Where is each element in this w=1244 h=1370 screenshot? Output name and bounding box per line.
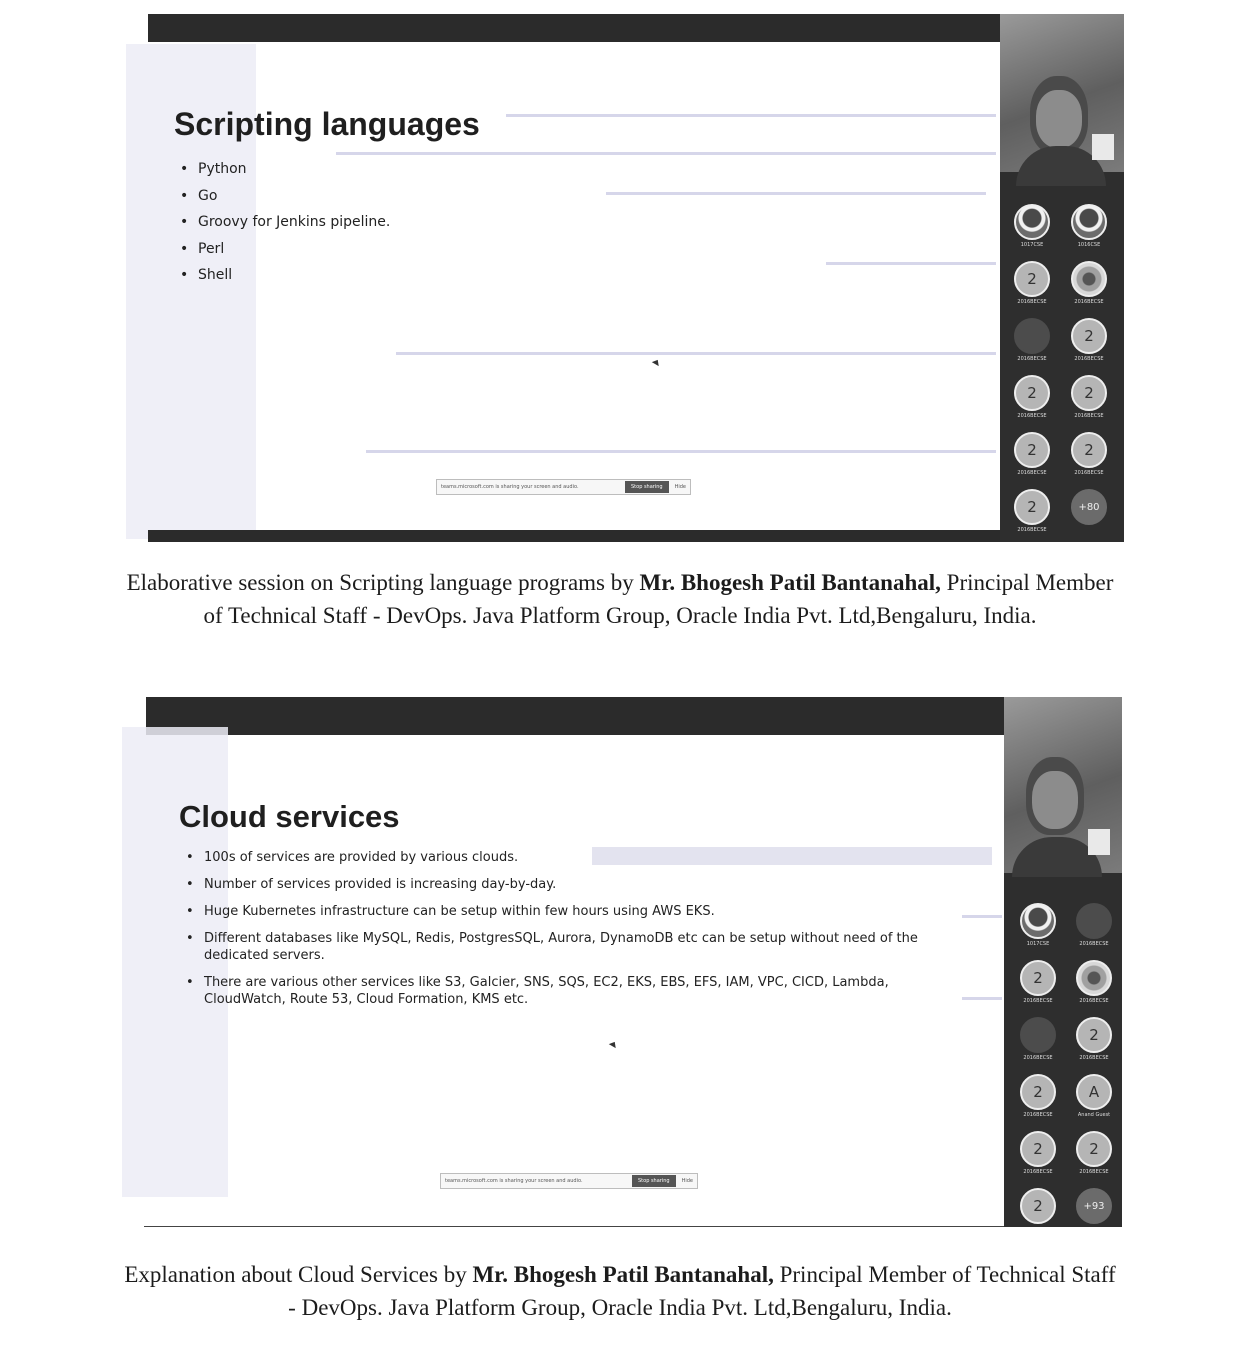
participant-name: 2016BECSE xyxy=(1074,470,1104,476)
participant-tile[interactable] xyxy=(1004,373,1060,429)
avatar: 2 xyxy=(1071,432,1107,468)
caption-text: Principal Member of Technical Staff - DevOps. Java Platform Group, Oracle India Pvt. Ltd,Bengaluru, India. xyxy=(203,570,1114,628)
more-participants-button[interactable] xyxy=(1066,1186,1122,1227)
participant-tile[interactable] xyxy=(1066,1072,1122,1128)
mouse-cursor-icon xyxy=(609,1040,618,1048)
sharing-notification-bar xyxy=(440,1173,698,1189)
participant-tile[interactable] xyxy=(1010,1129,1066,1185)
bullet-item: • Go xyxy=(178,183,390,210)
meeting-top-bar xyxy=(148,14,1000,42)
participant-name: 2016BECSE xyxy=(1079,941,1109,947)
bullet-item: • 100s of services are provided by various clouds. xyxy=(184,849,954,866)
participant-name: 1016CSE xyxy=(1077,242,1101,248)
participant-tile[interactable] xyxy=(1061,430,1117,486)
participant-tile[interactable] xyxy=(1061,259,1117,315)
avatar: 2 xyxy=(1020,1131,1056,1167)
participant-tile[interactable] xyxy=(1010,1186,1066,1227)
participant-name: 2016BECSE xyxy=(1017,413,1047,419)
participant-name: 2016BECSE xyxy=(1074,413,1104,419)
avatar xyxy=(1071,204,1107,240)
participant-name: 2016BECSE xyxy=(1017,527,1047,533)
participant-tile[interactable] xyxy=(1066,958,1122,1014)
participant-name: 2016BECSE xyxy=(1079,1169,1109,1175)
avatar xyxy=(1014,318,1050,354)
bullet-item: • Different databases like MySQL, Redis, PostgresSQL, Aurora, DynamoDB etc can be setup without need of the dedicated servers. xyxy=(184,930,954,964)
participant-tile[interactable] xyxy=(1004,316,1060,372)
more-participants-button[interactable] xyxy=(1061,487,1117,542)
avatar: +80 xyxy=(1071,489,1107,525)
participant-tile[interactable] xyxy=(1004,202,1060,258)
participant-name: 2016BECSE xyxy=(1074,356,1104,362)
participant-name: 1017CSE xyxy=(1026,941,1050,947)
avatar: 2 xyxy=(1014,375,1050,411)
speaker-name: Mr. Bhogesh Patil Bantanahal, xyxy=(472,1262,774,1287)
avatar: 2 xyxy=(1071,318,1107,354)
bullet-item: • Perl xyxy=(178,236,390,263)
participant-name: 2016BECSE xyxy=(1023,1169,1053,1175)
meeting-top-bar xyxy=(146,697,1004,735)
bullet-item: • Huge Kubernetes infrastructure can be setup within few hours using AWS EKS. xyxy=(184,903,954,920)
speaker-name: Mr. Bhogesh Patil Bantanahal, xyxy=(639,570,941,595)
avatar: 2 xyxy=(1020,960,1056,996)
participant-tile[interactable] xyxy=(1010,958,1066,1014)
participant-name: 1017CSE xyxy=(1020,242,1044,248)
avatar: A xyxy=(1076,1074,1112,1110)
avatar: +93 xyxy=(1076,1188,1112,1224)
bullet-item: • Shell xyxy=(178,262,390,289)
divider xyxy=(144,1226,1004,1227)
mouse-cursor-icon xyxy=(652,358,661,366)
participant-tile[interactable] xyxy=(1004,487,1060,542)
hide-button[interactable]: Hide xyxy=(674,484,686,490)
avatar: 2 xyxy=(1014,261,1050,297)
participant-tile[interactable] xyxy=(1004,259,1060,315)
sharing-message: teams.microsoft.com is sharing your screen and audio. xyxy=(441,484,579,490)
bullet-item: • Python xyxy=(178,156,390,183)
participant-name: 2016BECSE xyxy=(1023,1112,1053,1118)
avatar xyxy=(1076,960,1112,996)
caption-1 xyxy=(120,566,1120,632)
avatar xyxy=(1076,903,1112,939)
screenshot-scripting-languages xyxy=(126,14,1124,542)
bullet-list xyxy=(178,156,390,289)
caption-text: Elaborative session on Scripting language programs by xyxy=(126,570,640,595)
caption-2 xyxy=(120,1258,1120,1324)
participant-name: 2016BECSE xyxy=(1023,998,1053,1004)
avatar xyxy=(1014,204,1050,240)
hide-button[interactable]: Hide xyxy=(681,1178,693,1184)
stop-sharing-button[interactable]: Stop sharing xyxy=(632,1175,676,1187)
participant-name: 2016BECSE xyxy=(1079,998,1109,1004)
participant-tile[interactable] xyxy=(1061,316,1117,372)
participant-tile[interactable] xyxy=(1010,1072,1066,1128)
sharing-message: teams.microsoft.com is sharing your screen and audio. xyxy=(445,1178,583,1184)
participant-tile[interactable] xyxy=(1061,373,1117,429)
avatar: 2 xyxy=(1014,489,1050,525)
participant-name: 2016BECSE xyxy=(1074,299,1104,305)
participant-tile[interactable] xyxy=(1066,1015,1122,1071)
avatar xyxy=(1020,1017,1056,1053)
stop-sharing-button[interactable]: Stop sharing xyxy=(625,481,669,493)
avatar xyxy=(1071,261,1107,297)
bullet-item: • Number of services provided is increasing day-by-day. xyxy=(184,876,954,893)
speaker-video xyxy=(1004,697,1122,873)
slide-title: Scripting languages xyxy=(174,106,480,142)
slide-title: Cloud services xyxy=(179,799,400,834)
bullet-list xyxy=(184,849,954,1008)
participants-panel xyxy=(1000,14,1124,542)
speaker-video xyxy=(1000,14,1124,172)
sharing-notification-bar xyxy=(436,479,691,495)
bullet-item: • Groovy for Jenkins pipeline. xyxy=(178,209,390,236)
participant-tile[interactable] xyxy=(1010,901,1066,957)
avatar: 2 xyxy=(1071,375,1107,411)
participant-name: 2016BECSE xyxy=(1023,1055,1053,1061)
participant-tile[interactable] xyxy=(1066,901,1122,957)
avatar: 2 xyxy=(1076,1131,1112,1167)
participant-name: 2016BECSE xyxy=(1079,1055,1109,1061)
participants-panel xyxy=(1004,697,1122,1227)
participant-tile[interactable] xyxy=(1061,202,1117,258)
bottom-bar xyxy=(148,530,1000,542)
participant-tile[interactable] xyxy=(1010,1015,1066,1071)
caption-text: Explanation about Cloud Services by xyxy=(124,1262,473,1287)
avatar: 2 xyxy=(1014,432,1050,468)
caption-text: Principal Member of Technical Staff - DevOps. Java Platform Group, Oracle India Pvt. Ltd,Bengaluru, India. xyxy=(288,1262,1116,1320)
bullet-item: • There are various other services like S3, Galcier, SNS, SQS, EC2, EKS, EBS, EFS, IAM, VPC, CICD, Lambda, CloudWatch, Route 53, Cloud Formation, KMS etc. xyxy=(184,974,954,1008)
participant-name: 2016BECSE xyxy=(1017,470,1047,476)
avatar: 2 xyxy=(1076,1017,1112,1053)
participant-name: 2016BECSE xyxy=(1017,299,1047,305)
participant-name: 2016BECSE xyxy=(1017,356,1047,362)
participant-tile[interactable] xyxy=(1066,1129,1122,1185)
participant-tile[interactable] xyxy=(1004,430,1060,486)
avatar: 2 xyxy=(1020,1074,1056,1110)
avatar xyxy=(1020,903,1056,939)
avatar: 2 xyxy=(1020,1188,1056,1224)
participant-name: Anand Guest xyxy=(1077,1112,1111,1118)
screenshot-cloud-services xyxy=(122,697,1122,1227)
